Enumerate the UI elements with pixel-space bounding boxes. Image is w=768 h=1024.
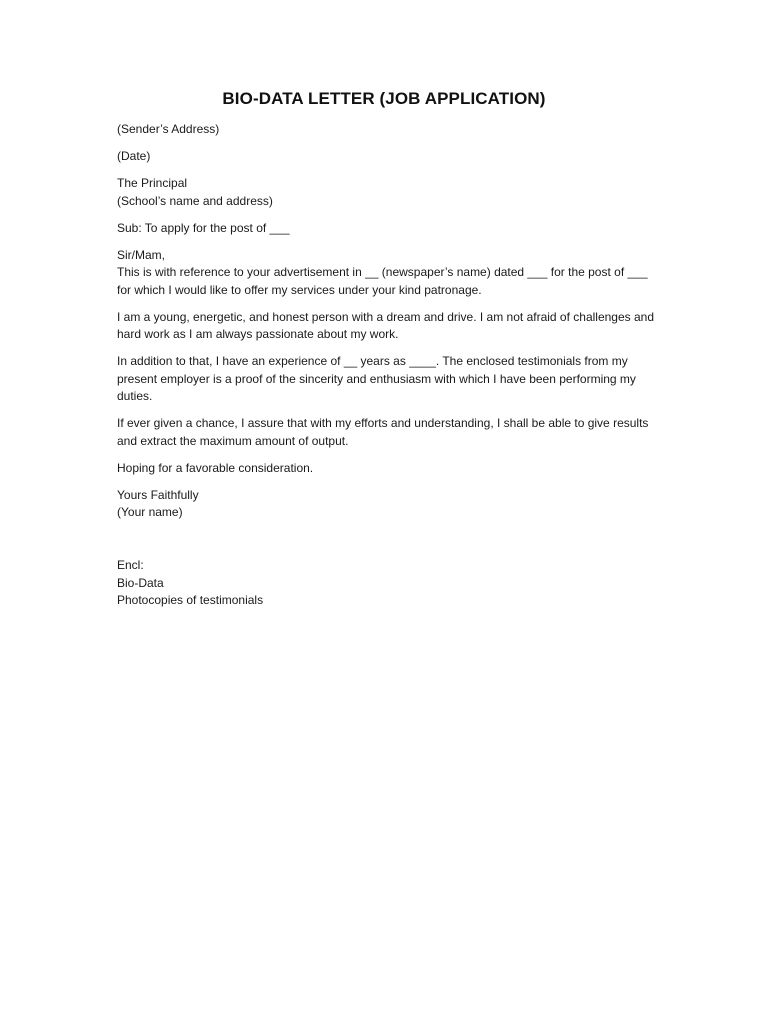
enclosure-item: Photocopies of testimonials [117,593,264,607]
enclosure-item: Bio-Data [117,575,164,590]
enclosures-block [117,557,662,610]
experience-paragraph [117,353,662,406]
intro-block [117,247,662,300]
about-line-1: I am a young, energetic, and honest person with a dream and drive. I am not afraid of challenges and [117,309,654,324]
chance-paragraph [117,415,662,450]
experience-line-3: duties. [117,389,153,403]
experience-line-1: In addition to that, I have an experience of __ years as ____. The enclosed testimonials from my [117,354,628,368]
sender-address-text: (Sender’s Address) [117,122,220,136]
subject-block [117,220,662,238]
chance-line-2: and extract the maximum amount of output. [117,433,349,448]
sender-address [117,121,662,139]
spacer [117,531,662,557]
closing-hope [117,460,662,478]
experience-line-2: present employer is a proof of the sincerity and enthusiasm with which I have been performing my [117,371,636,386]
recipient-line-2: (School’s name and address) [117,193,273,208]
page-title: BIO-DATA LETTER (JOB APPLICATION) [222,89,546,108]
recipient-block [117,175,662,210]
signoff-line-2: (Your name) [117,505,183,519]
letter-body [117,121,662,619]
enclosures-label: Encl: [117,558,144,572]
about-line-2: hard work as I am always passionate about my work. [117,327,399,341]
subject-text: Sub: To apply for the post of ___ [117,220,290,235]
about-paragraph [117,309,662,344]
intro-line-2: for which I would like to offer my services under your kind patronage. [117,282,482,297]
signoff-line-1: Yours Faithfully [117,487,199,502]
recipient-line-1: The Principal [117,176,188,190]
intro-line-1: This is with reference to your advertisement in __ (newspaper’s name) dated ___ for the post of ___ [117,265,648,279]
date-block [117,148,662,166]
closing-hope-text: Hoping for a favorable consideration. [117,460,314,475]
date-text: (Date) [117,149,151,163]
chance-line-1: If ever given a chance, I assure that with my efforts and understanding, I shall be able to give results [117,416,649,430]
signoff-block [117,487,662,522]
salutation-text: Sir/Mam, [117,247,165,262]
